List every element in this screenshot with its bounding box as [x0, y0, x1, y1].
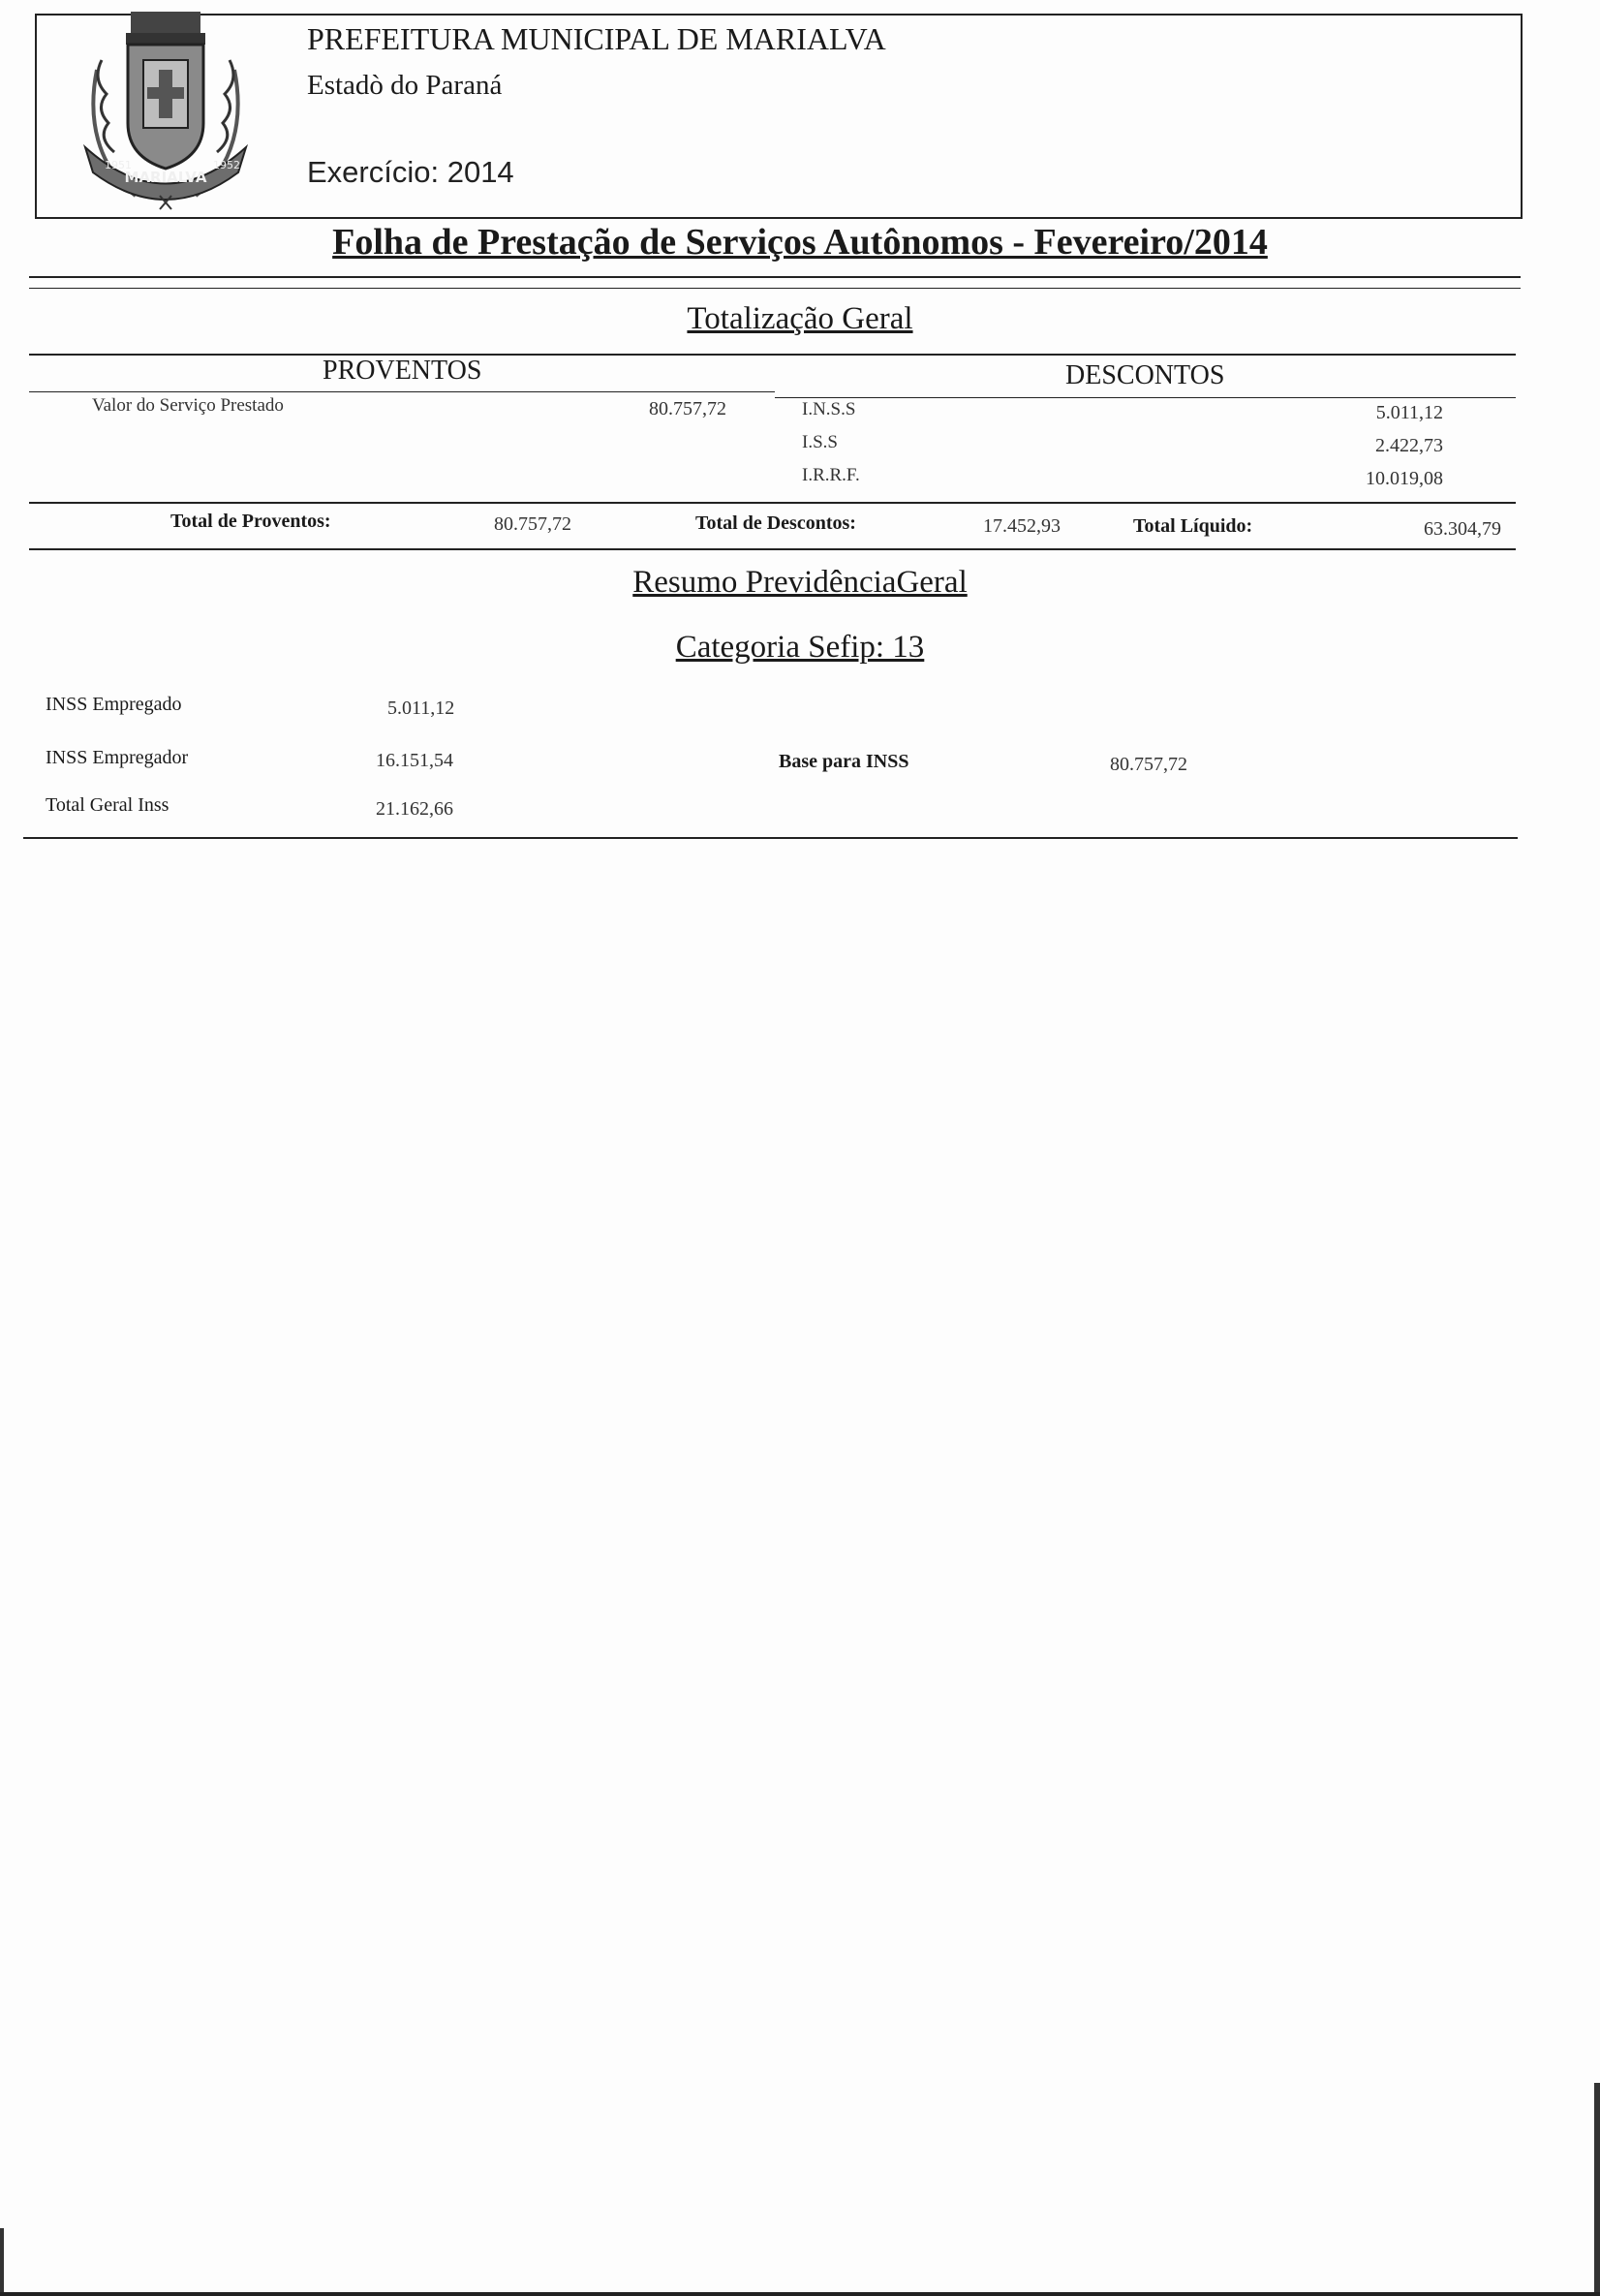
desconto-label: I.S.S: [802, 432, 838, 452]
desconto-value: 10.019,08: [1366, 468, 1443, 489]
base-inss-label: Base para INSS: [779, 751, 909, 772]
total-descontos-value: 17.452,93: [983, 515, 1061, 537]
scan-edge-right: [1594, 2083, 1600, 2296]
desconto-value: 2.422,73: [1375, 435, 1443, 456]
scan-edge-bottom: [0, 2292, 1600, 2296]
state-name: Estadò do Paraná: [307, 70, 503, 101]
totalizacao-heading: Totalização Geral: [687, 301, 913, 336]
totals-bottom-divider: [29, 548, 1516, 550]
descontos-heading: DESCONTOS: [1065, 360, 1225, 390]
provento-label: Valor do Serviço Prestado: [92, 395, 284, 416]
crest-year-right: 1952: [213, 159, 240, 171]
totalizacao-divider: [29, 354, 1516, 356]
crest-year-left: 1951: [105, 159, 132, 171]
descontos-underline: [775, 397, 1516, 398]
total-liquido-value: 63.304,79: [1424, 518, 1501, 540]
title-divider-thin: [29, 288, 1521, 289]
document-title: Folha de Prestação de Serviços Autônomos - Fevereiro/2014: [332, 222, 1268, 263]
scan-edge-left: [0, 2228, 4, 2296]
desconto-label: I.N.S.S: [802, 399, 856, 419]
totals-top-divider: [29, 502, 1516, 504]
previdencia-row-value: 21.162,66: [376, 798, 453, 820]
previdencia-heading: Resumo PrevidênciaGeral: [632, 565, 968, 600]
municipal-crest-icon: [68, 2, 263, 217]
categoria-sefip: Categoria Sefip: 13: [675, 630, 925, 665]
desconto-value: 5.011,12: [1375, 402, 1443, 423]
previdencia-row-value: 16.151,54: [376, 750, 453, 771]
proventos-heading: PROVENTOS: [323, 356, 482, 386]
total-proventos-value: 80.757,72: [494, 513, 571, 535]
proventos-underline: [29, 391, 775, 392]
base-inss-value: 80.757,72: [1110, 754, 1187, 775]
crest-text: MARIALVA: [124, 169, 207, 186]
desconto-label: I.R.R.F.: [802, 465, 860, 485]
exercise-year: Exercício: 2014: [307, 155, 514, 189]
total-proventos-label: Total de Proventos:: [170, 511, 331, 532]
provento-value: 80.757,72: [649, 398, 726, 419]
previdencia-divider: [23, 837, 1518, 839]
previdencia-row-value: 5.011,12: [387, 698, 455, 719]
title-divider: [29, 276, 1521, 278]
previdencia-row-label: Total Geral Inss: [46, 794, 169, 816]
previdencia-row-label: INSS Empregado: [46, 694, 182, 715]
previdencia-row-label: INSS Empregador: [46, 747, 189, 768]
total-liquido-label: Total Líquido:: [1133, 515, 1253, 537]
organization-name: PREFEITURA MUNICIPAL DE MARIALVA: [307, 21, 886, 56]
total-descontos-label: Total de Descontos:: [695, 512, 856, 534]
